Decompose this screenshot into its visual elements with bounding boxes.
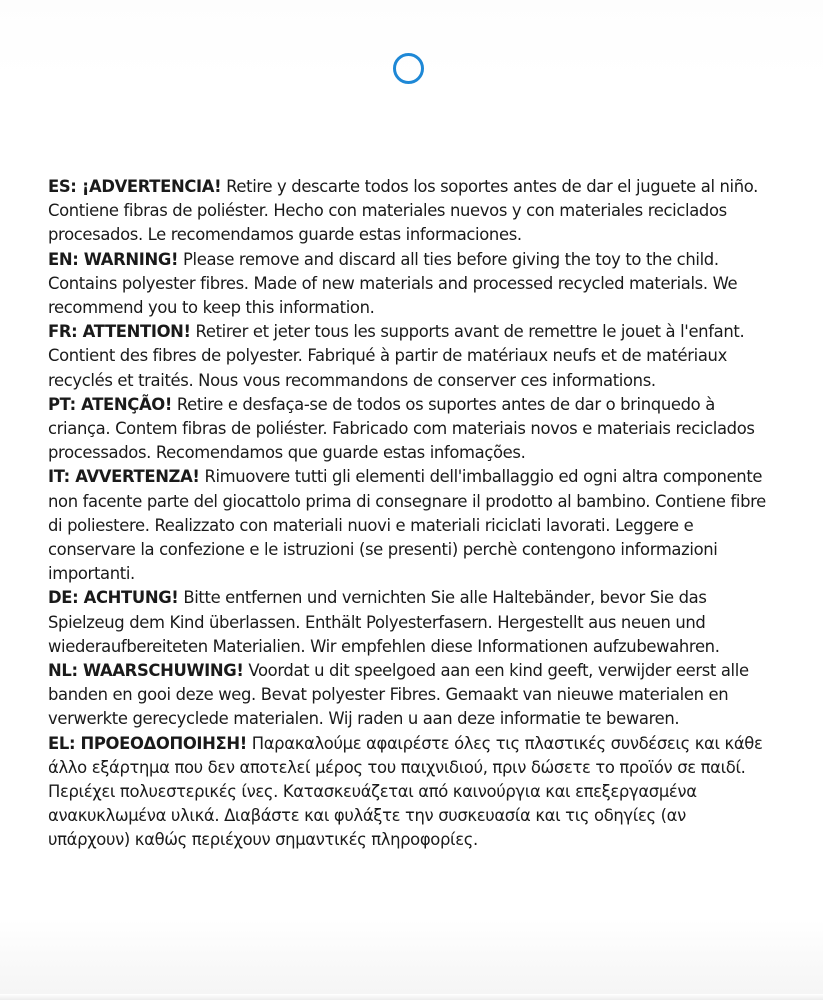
warning-body-it: Rimuovere tutti gli elementi dell'imballaggio ed ogni altra componente non facente parte del giocattolo prima di consegnare il prodotto al bambino. Contiene fibre di poliestere. Realizzato con materiali nuovi e materiali riciclati lavorati. Leggere e conservare la confezione e le istruzioni (se presenti) perchè contengono informazioni importanti. — [48, 467, 766, 584]
warning-list — [48, 175, 772, 853]
warning-de — [48, 586, 772, 659]
warning-body-nl: Voordat u dit speelgoed aan een kind geeft, verwijder eerst alle banden en gooi deze weg. Bevat polyester Fibres. Gemaakt van nieuwe materialen en verwerkte gerecyclede materialen. Wij raden u aan deze informatie te bewaren. — [48, 661, 749, 729]
hang-hole-icon — [393, 53, 424, 84]
warning-it — [48, 465, 772, 586]
warning-heading-it: IT: AVVERTENZA! — [48, 467, 200, 487]
warning-body-es: Retire y descarte todos los soportes antes de dar el juguete al niño. Contiene fibras de poliéster. Hecho con materiales nuevos y con materiales reciclados procesados. Le recomendamos guarde estas informaciones. — [48, 177, 759, 245]
warning-body-fr: Retirer et jeter tous les supports avant de remettre le jouet à l'enfant. Contient des fibres de polyester. Fabriqué à partir de matériaux neufs et de matériaux recyclés et traités. Nous vous recommandons de conserver ces informations. — [48, 322, 745, 390]
warning-es — [48, 175, 772, 248]
bottom-edge-shadow — [0, 994, 823, 1000]
warning-nl — [48, 659, 772, 732]
warning-heading-en: EN: WARNING! — [48, 249, 179, 269]
warning-heading-nl: NL: WAARSCHUWING! — [48, 661, 244, 681]
warning-fr — [48, 320, 772, 393]
warning-body-en: Please remove and discard all ties before giving the toy to the child. Contains polyester fibres. Made of new materials and processed recycled materials. We recommend you to keep this information. — [48, 249, 738, 318]
warning-heading-el: EL: ΠΡΟΕΟΔΟΠΟΙΗΣΗ! — [48, 733, 247, 753]
warning-heading-de: DE: ACHTUNG! — [48, 588, 179, 608]
warning-heading-pt: PT: ATENÇÃO! — [48, 394, 172, 414]
warning-body-pt: Retire e desfaça-se de todos os suportes antes de dar o brinquedo à criança. Contem fibras de poliéster. Fabricado com materiais novos e materiais reciclados processados. Recomendamos que guarde estas infomações. — [48, 394, 755, 463]
warning-heading-es: ES: ¡ADVERTENCIA! — [48, 177, 222, 196]
warning-body-el: Παρακαλούμε αφαιρέστε όλες τις πλαστικές συνδέσεις και κάθε άλλο εξάρτημα που δεν αποτελεί μέρος του παιχνιδιού, πριν δώσετε το προϊόν σε παιδί. Περιέχει πολυεστερικές ίνες. Κατασκευάζεται από καινούργια και επεξεργασμένα ανακυκλωμένα υλικά. Διαβάστε και φυλάξτε την συσκευασία και τις οδηγίες (αν υπάρχουν) καθώς περιέχουν σημαντικές πληροφορίες. — [48, 733, 763, 850]
warning-en — [48, 248, 772, 321]
warning-el — [48, 732, 772, 853]
warning-heading-fr: FR: ATTENTION! — [48, 322, 191, 342]
warning-body-de: Bitte entfernen und vernichten Sie alle Haltebänder, bevor Sie das Spielzeug dem Kind überlassen. Enthält Polyesterfasern. Hergestellt aus neuen und wiederaufbereiteten Materialien. Wir empfehlen diese Informationen aufzubewahren. — [48, 588, 720, 656]
warning-pt — [48, 393, 772, 466]
